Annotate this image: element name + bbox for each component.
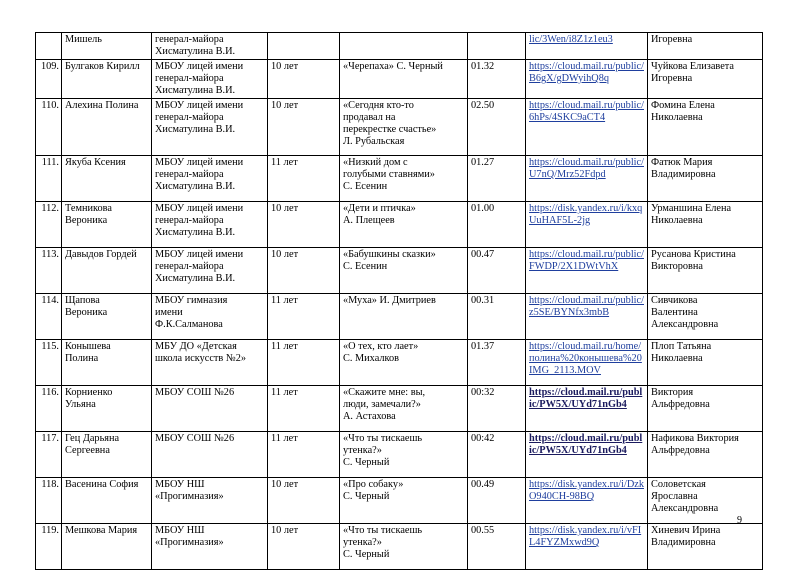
participant-name-cell: Темникова Вероника	[62, 202, 152, 248]
school-cell: МБОУ НШ «Прогимназия»	[152, 524, 268, 570]
video-link[interactable]: https://cloud.mail.ru/public/6hPs/4SKC9aCT4	[529, 100, 644, 123]
school-cell: МБОУ НШ «Прогимназия»	[152, 478, 268, 524]
video-link[interactable]: https://cloud.mail.ru/public/FWDP/2X1DWtVhX	[529, 249, 644, 272]
video-link-cell	[526, 432, 648, 478]
teacher-cell: Урманшина Елена Николаевна	[648, 202, 763, 248]
video-link[interactable]: https://disk.yandex.ru/i/DzkO940CH-98BQ	[529, 479, 644, 502]
table-row	[36, 340, 763, 386]
teacher-cell: Нафикова Виктория Альфредовна	[648, 432, 763, 478]
age-cell: 11 лет	[268, 432, 340, 478]
video-link-cell	[526, 60, 648, 99]
video-link-cell	[526, 99, 648, 156]
age-cell: 10 лет	[268, 99, 340, 156]
video-link-cell	[526, 248, 648, 294]
duration-cell: 01.00	[468, 202, 526, 248]
teacher-cell: Сивчикова Валентина Александровна	[648, 294, 763, 340]
duration-cell: 00.31	[468, 294, 526, 340]
teacher-cell: Фатюк Мария Владимировна	[648, 156, 763, 202]
age-cell: 10 лет	[268, 60, 340, 99]
row-number-cell: 112.	[36, 202, 62, 248]
work-title-cell: «Сегодня кто-то продавал на перекрестке счастье» Л. Рубальская	[340, 99, 468, 156]
participant-name-cell: Гец Дарьяна Сергеевна	[62, 432, 152, 478]
work-title-cell	[340, 33, 468, 60]
row-number-cell: 114.	[36, 294, 62, 340]
teacher-cell: Фомина Елена Николаевна	[648, 99, 763, 156]
duration-cell: 00.55	[468, 524, 526, 570]
school-cell: МБОУ лицей имени генерал-майора Хисматулина В.И.	[152, 60, 268, 99]
table-body	[36, 33, 763, 570]
row-number-cell: 111.	[36, 156, 62, 202]
school-cell: МБОУ гимназия имени Ф.К.Салманова	[152, 294, 268, 340]
video-link[interactable]: https://cloud.mail.ru/public/U7nQ/Mrz52Fdpd	[529, 157, 644, 180]
page-number: 9	[737, 515, 742, 526]
duration-cell: 00.47	[468, 248, 526, 294]
age-cell: 11 лет	[268, 294, 340, 340]
school-cell: МБУ ДО «Детская школа искусств №2»	[152, 340, 268, 386]
duration-cell: 02.50	[468, 99, 526, 156]
video-link[interactable]: https://disk.yandex.ru/i/kxqUuHAF5L-2jg	[529, 203, 643, 226]
participant-name-cell: Якуба Ксения	[62, 156, 152, 202]
table-row	[36, 248, 763, 294]
participant-name-cell: Васенина София	[62, 478, 152, 524]
duration-cell: 00:32	[468, 386, 526, 432]
table-row	[36, 386, 763, 432]
row-number-cell: 110.	[36, 99, 62, 156]
row-number-cell: 109.	[36, 60, 62, 99]
teacher-cell: Плоп Татьяна Николаевна	[648, 340, 763, 386]
row-number-cell: 119.	[36, 524, 62, 570]
age-cell: 11 лет	[268, 156, 340, 202]
participants-table	[35, 32, 763, 570]
work-title-cell: «Что ты тискаешь утенка?» С. Черный	[340, 432, 468, 478]
video-link-cell	[526, 33, 648, 60]
video-link-cell	[526, 202, 648, 248]
table-row	[36, 202, 763, 248]
participant-name-cell: Мешкова Мария	[62, 524, 152, 570]
video-link-cell	[526, 478, 648, 524]
school-cell: МБОУ СОШ №26	[152, 386, 268, 432]
table-row	[36, 33, 763, 60]
age-cell: 10 лет	[268, 202, 340, 248]
row-number-cell: 113.	[36, 248, 62, 294]
participant-name-cell: Конышева Полина	[62, 340, 152, 386]
age-cell: 10 лет	[268, 248, 340, 294]
row-number-cell: 117.	[36, 432, 62, 478]
row-number-cell: 118.	[36, 478, 62, 524]
duration-cell: 00.49	[468, 478, 526, 524]
age-cell: 10 лет	[268, 524, 340, 570]
work-title-cell: «Черепаха» С. Черный	[340, 60, 468, 99]
school-cell: МБОУ лицей имени генерал-майора Хисматулина В.И.	[152, 202, 268, 248]
table-row	[36, 294, 763, 340]
teacher-cell: Хиневич Ирина Владимировна	[648, 524, 763, 570]
work-title-cell: «Бабушкины сказки» С. Есенин	[340, 248, 468, 294]
work-title-cell: «О тех, кто лает» С. Михалков	[340, 340, 468, 386]
participant-name-cell: Давыдов Гордей	[62, 248, 152, 294]
table-row	[36, 99, 763, 156]
school-cell: МБОУ лицей имени генерал-майора Хисматулина В.И.	[152, 248, 268, 294]
duration-cell: 01.37	[468, 340, 526, 386]
work-title-cell: «Дети и птичка» А. Плещеев	[340, 202, 468, 248]
teacher-cell: Игоревна	[648, 33, 763, 60]
school-cell: МБОУ СОШ №26	[152, 432, 268, 478]
row-number-cell: 116.	[36, 386, 62, 432]
video-link-cell	[526, 156, 648, 202]
age-cell: 11 лет	[268, 340, 340, 386]
video-link[interactable]: https://cloud.mail.ru/public/z5SE/BYNfx3mbB	[529, 295, 644, 318]
video-link[interactable]: lic/3Wen/i8Z1z1eu3	[529, 34, 613, 45]
participant-name-cell: Корниенко Ульяна	[62, 386, 152, 432]
school-cell: генерал-майора Хисматулина В.И.	[152, 33, 268, 60]
video-link-cell	[526, 340, 648, 386]
video-link-cell	[526, 524, 648, 570]
duration-cell: 01.27	[468, 156, 526, 202]
work-title-cell: «Муха» И. Дмитриев	[340, 294, 468, 340]
duration-cell	[468, 33, 526, 60]
video-link[interactable]: https://cloud.mail.ru/public/PW5X/UYd71nGb4	[529, 387, 643, 410]
school-cell: МБОУ лицей имени генерал-майора Хисматулина В.И.	[152, 156, 268, 202]
participant-name-cell: Мишель	[62, 33, 152, 60]
table-row	[36, 432, 763, 478]
age-cell	[268, 33, 340, 60]
video-link[interactable]: https://cloud.mail.ru/public/PW5X/UYd71nGb4	[529, 433, 643, 456]
table-row	[36, 524, 763, 570]
work-title-cell: «Про собаку» С. Черный	[340, 478, 468, 524]
table-row	[36, 478, 763, 524]
participant-name-cell: Щапова Вероника	[62, 294, 152, 340]
video-link[interactable]: https://cloud.mail.ru/home/полина%20конышева%20IMG_2113.MOV	[529, 341, 642, 376]
teacher-cell: Виктория Альфредовна	[648, 386, 763, 432]
age-cell: 11 лет	[268, 386, 340, 432]
school-cell: МБОУ лицей имени генерал-майора Хисматулина В.И.	[152, 99, 268, 156]
teacher-cell: Соловетская Ярославна Александровна	[648, 478, 763, 524]
table-row	[36, 60, 763, 99]
work-title-cell: «Что ты тискаешь утенка?» С. Черный	[340, 524, 468, 570]
participant-name-cell: Булгаков Кирилл	[62, 60, 152, 99]
work-title-cell: «Низкий дом с голубыми ставнями» С. Есенин	[340, 156, 468, 202]
participant-name-cell: Алехина Полина	[62, 99, 152, 156]
video-link-cell	[526, 294, 648, 340]
video-link[interactable]: https://cloud.mail.ru/public/B6gX/gDWyihQ8q	[529, 61, 644, 84]
row-number-cell	[36, 33, 62, 60]
duration-cell: 01.32	[468, 60, 526, 99]
age-cell: 10 лет	[268, 478, 340, 524]
table-row	[36, 156, 763, 202]
video-link[interactable]: https://disk.yandex.ru/i/vFIL4FYZMxwd9Q	[529, 525, 642, 548]
video-link-cell	[526, 386, 648, 432]
teacher-cell: Чуйкова Елизавета Игоревна	[648, 60, 763, 99]
row-number-cell: 115.	[36, 340, 62, 386]
work-title-cell: «Скажите мне: вы, люди, замечали?» А. Астахова	[340, 386, 468, 432]
teacher-cell: Русанова Кристина Викторовна	[648, 248, 763, 294]
duration-cell: 00:42	[468, 432, 526, 478]
